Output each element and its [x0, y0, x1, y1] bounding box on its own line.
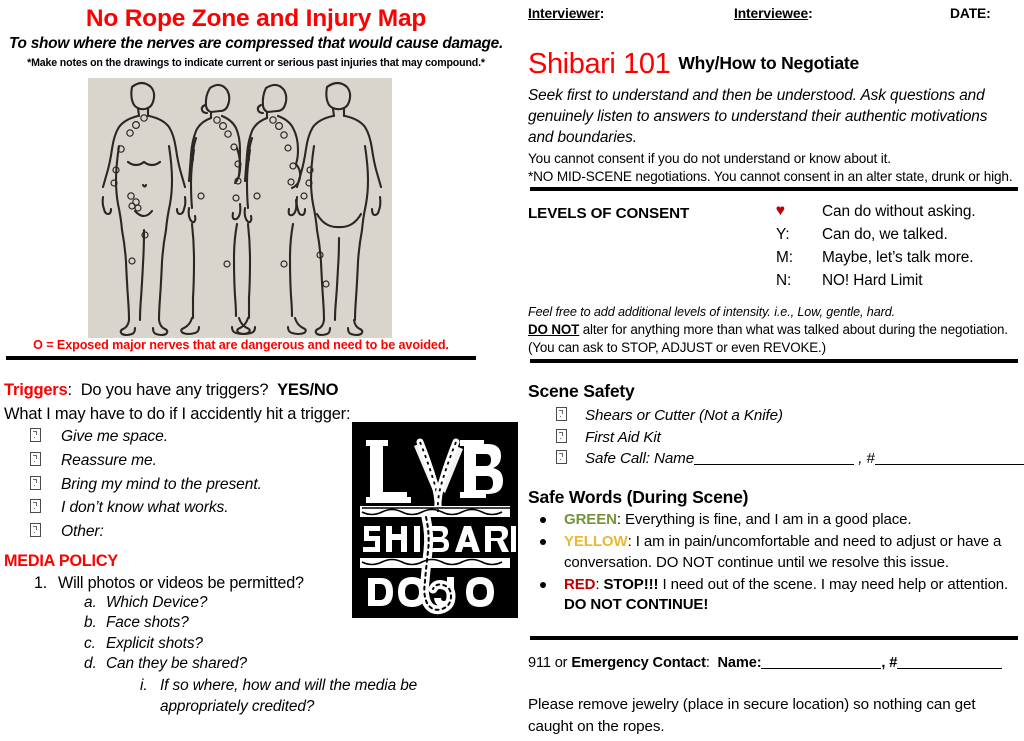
list-item-marker: i. — [140, 677, 148, 694]
triggers-colon: : — [67, 381, 72, 399]
checkbox-icon[interactable] — [30, 499, 41, 513]
list-item-label: Face shots? — [106, 614, 189, 632]
safe-word-green-colon: : — [616, 511, 621, 528]
triggers-label: Triggers — [4, 381, 68, 399]
heart-icon: ♥ — [776, 202, 785, 219]
seek-understand-paragraph: Seek first to understand and then be understood. Ask questions and genuinely listen to answers to understand their authentic motivations and boundaries. — [528, 87, 988, 147]
list-item-marker: d. — [84, 655, 97, 673]
shibari-101-subtitle: Why/How to Negotiate — [678, 53, 860, 73]
lvb-shibari-dojo-logo — [352, 422, 518, 618]
safe-call-separator: , # — [854, 450, 875, 467]
media-policy-item-1 — [34, 574, 304, 593]
list-item[interactable] — [556, 449, 1024, 471]
date-label: DATE — [950, 6, 987, 21]
consent-notes — [528, 150, 1018, 185]
triggers-question-line — [4, 381, 338, 400]
emergency-prefix: 911 or — [528, 655, 572, 671]
list-item-label: Bring my mind to the present. — [61, 475, 262, 493]
list-item-label: I don’t know what works. — [61, 499, 229, 517]
emergency-number-blank[interactable] — [897, 668, 1002, 669]
list-item-label — [564, 575, 1024, 616]
checkbox-icon[interactable] — [556, 429, 567, 443]
safe-word-green-text: Everything is fine, and I am in a good place. — [620, 511, 912, 528]
consent-note-line-2: *NO MID-SCENE negotiations. You cannot consent in an alter state, drunk or high. — [528, 168, 1013, 184]
safe-word-green-label: GREEN — [564, 511, 617, 528]
triggers-checklist — [30, 427, 360, 546]
emergency-contact-label: Emergency Contact — [571, 655, 706, 671]
list-item[interactable] — [30, 522, 360, 546]
interviewee-field[interactable] — [734, 6, 813, 21]
safe-word-yellow-text: I am in pain/uncomfortable and need to adjust or have a conversation. DO NOT continue until we resolve this issue. — [564, 533, 1002, 571]
checkbox-icon[interactable] — [30, 452, 41, 466]
list-item — [84, 635, 484, 655]
table-row — [758, 272, 1024, 295]
emergency-name-blank[interactable] — [761, 668, 881, 669]
section-divider-right-1 — [530, 187, 1018, 191]
triggers-question: Do you have any triggers? — [80, 381, 269, 399]
safe-word-yellow-colon: : — [627, 533, 632, 551]
media-policy-item-1-text: Will photos or videos be permitted? — [58, 574, 304, 592]
date-field[interactable] — [950, 6, 991, 21]
bullet-icon — [540, 510, 564, 523]
emergency-colon: : — [705, 655, 710, 671]
page-subtitle: To show where the nerves are compressed that would cause damage. — [8, 34, 504, 52]
safe-call-name-blank[interactable] — [694, 464, 854, 465]
list-item-label: Other: — [61, 523, 104, 541]
closing-note: Please remove jewelry (place in secure location) so nothing can get caught on the ropes. — [528, 696, 976, 735]
safe-word-red-tail: DO NOT CONTINUE! — [564, 596, 709, 614]
media-policy-subsubitem — [140, 676, 480, 717]
nerve-legend-note: O = Exposed major nerves that are dangerous and need to be avoided. — [33, 338, 449, 352]
do-not-emphasis: DO NOT — [528, 322, 580, 337]
triggers-subline: What I may have to do if I accidently hit a trigger: — [4, 405, 351, 423]
table-cell-key: N: — [776, 272, 792, 289]
date-colon: : — [986, 6, 991, 21]
table-cell-key: Y: — [776, 226, 790, 243]
do-not-alter-note — [528, 322, 1022, 337]
list-item-label: Which Device? — [106, 594, 208, 611]
safe-word-red-stop: STOP!!! — [599, 575, 659, 593]
list-item-label — [585, 450, 1024, 467]
list-item — [540, 510, 1024, 530]
list-item-label: First Aid Kit — [585, 428, 661, 446]
triggers-yesno[interactable]: YES/NO — [277, 381, 339, 399]
scene-safety-heading: Scene Safety — [528, 381, 635, 401]
shibari-101-title — [528, 48, 859, 81]
list-item — [540, 532, 1024, 573]
safe-word-red-text: I need out of the scene. I may need help or attention. — [658, 575, 1009, 593]
shibari-101-red-text: Shibari 101 — [528, 48, 671, 80]
media-policy-heading: MEDIA POLICY — [4, 552, 118, 570]
table-row — [758, 203, 1024, 226]
emergency-contact-line — [528, 655, 1020, 671]
scene-safety-checklist — [556, 406, 1024, 471]
checkbox-icon[interactable] — [30, 523, 41, 537]
safe-words-list — [540, 510, 1024, 617]
list-item — [540, 575, 1024, 616]
list-item-label: Can they be shared? — [106, 655, 247, 673]
interviewer-colon: : — [599, 6, 605, 21]
right-column — [520, 0, 1024, 741]
list-item-marker: a. — [84, 594, 97, 611]
list-item-label: If so where, how and will the media be — [160, 677, 418, 694]
table-row — [758, 249, 1024, 272]
list-item[interactable] — [556, 406, 1024, 428]
list-item-label: Give me space. — [61, 428, 168, 445]
table-cell-value: Can do without asking. — [822, 203, 976, 220]
list-item-marker: b. — [84, 614, 97, 632]
safe-word-red-colon: : — [595, 575, 600, 593]
page-subnote: *Make notes on the drawings to indicate current or serious past injuries that may compound.* — [27, 56, 485, 69]
bullet-icon — [540, 532, 564, 545]
levels-of-consent-table — [758, 203, 1024, 295]
emergency-separator: , # — [881, 655, 898, 671]
table-cell-key: M: — [776, 249, 793, 266]
safe-word-yellow-label: YELLOW — [564, 533, 628, 551]
interviewee-label: Interviewee — [734, 6, 809, 21]
ask-to-stop-note: (You can ask to STOP, ADJUST or even REVOKE.) — [528, 340, 826, 355]
list-item[interactable] — [30, 475, 360, 499]
list-item-label: Explicit shots? — [106, 634, 203, 652]
list-item-marker: c. — [84, 634, 96, 652]
safe-word-red-label: RED — [564, 575, 596, 593]
section-divider-left — [6, 356, 476, 360]
feel-free-note: Feel free to add additional levels of intensity. i.e., Low, gentle, hard. — [528, 305, 896, 319]
list-item[interactable] — [30, 427, 360, 451]
table-cell-value: NO! Hard Limit — [822, 272, 923, 289]
safe-call-number-blank[interactable] — [875, 464, 1024, 465]
list-item-label — [564, 510, 1024, 530]
table-cell-value: Can do, we talked. — [822, 226, 948, 243]
emergency-name-label: Name — [717, 655, 757, 671]
safe-call-label: Safe Call: Name — [585, 450, 695, 467]
list-item-label — [564, 532, 1024, 573]
checkbox-icon[interactable] — [556, 407, 567, 421]
media-policy-item-1-number: 1. — [34, 574, 48, 592]
table-row — [758, 226, 1024, 249]
page-title: No Rope Zone and Injury Map — [85, 5, 427, 32]
safe-words-heading: Safe Words (During Scene) — [528, 487, 749, 507]
list-item[interactable] — [556, 428, 1024, 450]
list-item-label-cont: appropriately credited? — [160, 697, 315, 715]
section-divider-right-2 — [530, 359, 1018, 363]
list-item-label: Reassure me. — [61, 451, 157, 469]
interviewer-field[interactable] — [528, 6, 604, 21]
table-cell-value: Maybe, let’s talk more. — [822, 249, 974, 266]
levels-of-consent-heading: LEVELS OF CONSENT — [528, 205, 690, 222]
list-item[interactable] — [30, 498, 360, 522]
consent-note-line-1: You cannot consent if you do not understand or know about it. — [528, 151, 891, 166]
list-item[interactable] — [30, 451, 360, 475]
interviewer-label: Interviewer — [528, 6, 600, 21]
do-not-rest: alter for anything more than what was talked about during the negotiation. — [579, 322, 1008, 337]
list-item — [84, 655, 484, 675]
checkbox-icon[interactable] — [30, 428, 41, 442]
checkbox-icon[interactable] — [30, 476, 41, 490]
section-divider-right-3 — [530, 636, 1018, 640]
body-outline-diagram-image — [88, 78, 392, 338]
checkbox-icon[interactable] — [556, 450, 567, 464]
bullet-icon — [540, 575, 564, 588]
interviewee-colon: : — [808, 6, 813, 21]
emergency-name-colon: : — [756, 655, 762, 671]
list-item-label: Shears or Cutter (Not a Knife) — [585, 407, 783, 424]
